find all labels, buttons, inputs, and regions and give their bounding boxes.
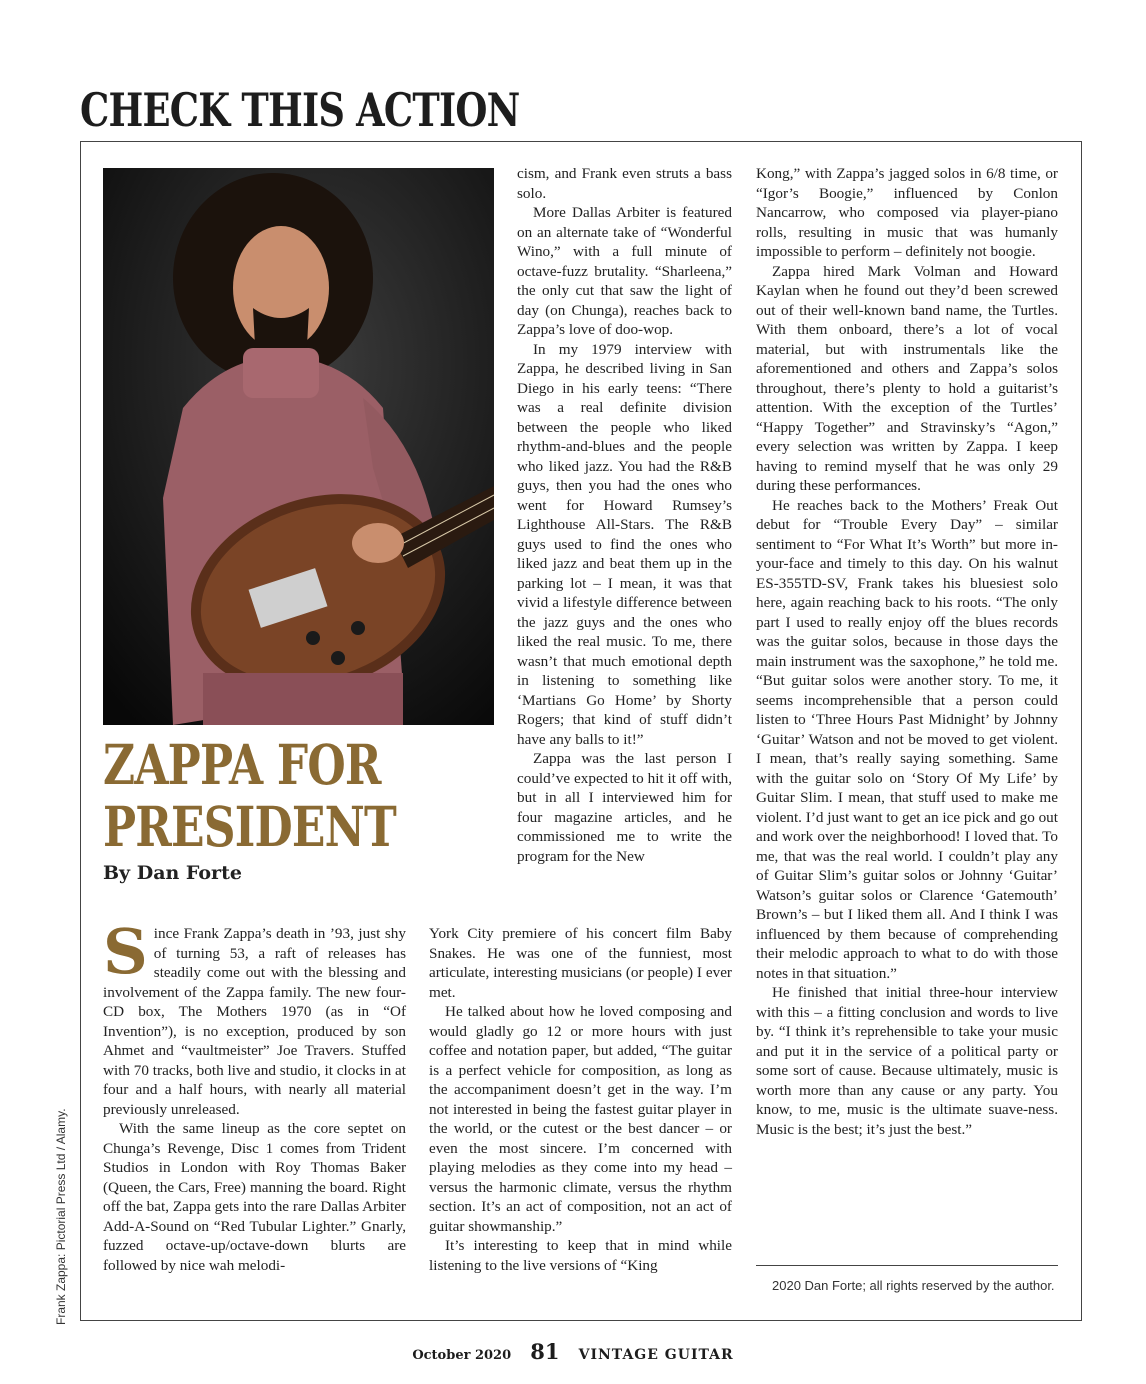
page-number: 81 [530,1339,560,1364]
photo-credit: Frank Zappa: Pictorial Press Ltd / Alamy. [54,1108,68,1325]
paragraph: Zappa hired Mark Volman and Howard Kaylan when he found out they’d been screwed out of their well-known band name, the Turtles. With them onboard, there’s a lot of vocal material, but with instrumentals like the aforementioned and others and Zappa’s solos throughout, there’s plenty to hold a guitarist’s attention. With the exception of the Turtles’ “Happy Together” and Stravinsky’s “Agon,” every selection was written by Zappa. I keep having to remind myself that he was only 29 during these performances. [756,262,1058,494]
paragraph: With the same lineup as the core septet on Chunga’s Revenge, Disc 1 comes from Trident Studios in London with Roy Thomas Baker (Queen, the Cars, Free) manning the board. Right off the bat, Zappa gets into the rare Dallas Arbiter Add-A-Sound on “Red Tubular Lighter.” Gnarly, fuzzed octave-up/octave-down blurts are followed by nice wah melodi- [103,1120,406,1274]
paragraph: He reaches back to the Mothers’ Freak Out debut for “Trouble Every Day” – similar sentiment to “For What It’s Worth” but more in-your-face and timely to this day. On his walnut ES-355TD-SV, Frank takes his bluesiest solo here, again reaching back to his roots. “The only part I used to really enjoy off the blues records was the guitar solos, because in those days the main instrument was the saxophone,” he told me. “But guitar solos were another story. To me, it seems incomprehensible that a person could listen to ‘Three Hours Past Midnight’ by Johnny ‘Guitar’ Watson and not be moved to get violent. I mean, that’s really saying something. Same with the guitar solo on ‘Story Of My Life’ by Guitar Slim. I mean, that stuff used to make me violent. I’d just want to get an ice pick and go out and work over the neighborhood! I loved that. To me, that was the real world. I couldn’t play any of Guitar Slim’s guitar solos or Johnny ‘Guitar’ Watson’s guitar solos or Clarence ‘Gatemouth’ Brown’s – but I liked them all. And I think I was influenced by them because of comprehending their melodic approach to what to do with those notes in that situation.” [756,496,1058,982]
paragraph: More Dallas Arbiter is featured on an alternate take of “Wonderful Wino,” with a full minute of octave-fuzz brutality. “Sharleena,” the only cut that saw the light of day (on Chunga), reaches back to Zappa’s love of doo-wop. [517,204,732,338]
paragraph: Kong,” with Zappa’s jagged solos in 6/8 time, or “Igor’s Boogie,” influenced by Conlon Nancarrow, who composed via player-piano rolls, resulting in music that was humanly impossible to perform – definitely not boogie. [756,165,1058,260]
column-2-bottom [429,924,732,1275]
column-1 [103,915,406,1275]
column-2-top [517,164,732,866]
paragraph: He talked about how he loved composing and would gladly go 12 or more hours with just coffee and notation paper, but added, “The guitar is a perfect vehicle for composition, as long as the accompaniment doesn’t get in the way. I’m not interested in being the fastest guitar player in the world, or the cutest or the best dancer – or even the most sincere. I’m concerned with playing melodies as they come into my head – versus the harmonic climate, versus the rhythm section. It’s an act of composition, not an act of guitar showmanship.” [429,1003,732,1235]
magazine-name: VINTAGE GUITAR [578,1347,734,1363]
column-3 [756,164,1058,1139]
paragraph: Since Frank Zappa’s death in ’93, just shy of turning 53, a raft of releases has steadily come out with the blessing and involvement of the Zappa family. The new four-CD box, The Mothers 1970 (as in “Of Invention”), is no exception, produced by son Ahmet and “vaultmeister” Joe Travers. Stuffed with 70 tracks, both live and studio, it clocks in at four and a half hours, with nearly all material previously unreleased. [103,915,406,1118]
paragraph: It’s interesting to keep that in mind while listening to the live versions of “King [429,1237,732,1274]
headline-line-2: PRESIDENT [103,794,397,859]
paragraph: cism, and Frank even struts a bass solo. [517,165,732,202]
copyright-divider [756,1265,1058,1266]
copyright-notice: 2020 Dan Forte; all rights reserved by the author. [772,1278,1055,1293]
paragraph: In my 1979 interview with Zappa, he described living in San Diego in his early teens: “There was a real definite division between the people who liked rhythm-and-blues and the people who liked jazz. You had the R&B guys, then you had the ones who went for Howard Rumsey’s Lighthouse All-Stars. The R&B guys used to find the ones who liked jazz and beat them up in the parking lot – I mean, it was that vivid a lifestyle difference between the jazz guys and the ones who liked the real music. To me, there wasn’t that much emotional depth in listening to something like ‘Martians Go Home’ by Shorty Rogers; that kind of stuff didn’t have any balls to it!” [517,340,732,748]
section-title: CHECK THIS ACTION [80,83,520,137]
article-photo [103,168,494,725]
article-headline [103,734,396,858]
paragraph: He finished that initial three-hour interview with this – a fitting conclusion and words to live by. “I think it’s reprehensible to take your music and put it in the service of a political party or some sort of cause. Because ultimately, music is worth more than any cause or any party. You know, to me, music is the ultimate suave-ness. Music is the best; it’s just the best.” [756,984,1058,1138]
guitarist-photo-illustration [103,168,494,725]
footer-issue-date: October 2020 [412,1348,512,1363]
page-footer [0,1339,1146,1364]
byline: By Dan Forte [103,862,242,884]
paragraph: Zappa was the last person I could’ve expected to hit it off with, but in all I interviewed him for four magazine articles, and he commissioned me to write the program for the New [517,750,732,865]
paragraph: York City premiere of his concert film Baby Snakes. He was one of the funniest, most articulate, interesting musicians (or people) I ever met. [429,925,732,1001]
headline-line-1: ZAPPA FOR [103,732,381,797]
drop-cap: S [103,915,148,988]
